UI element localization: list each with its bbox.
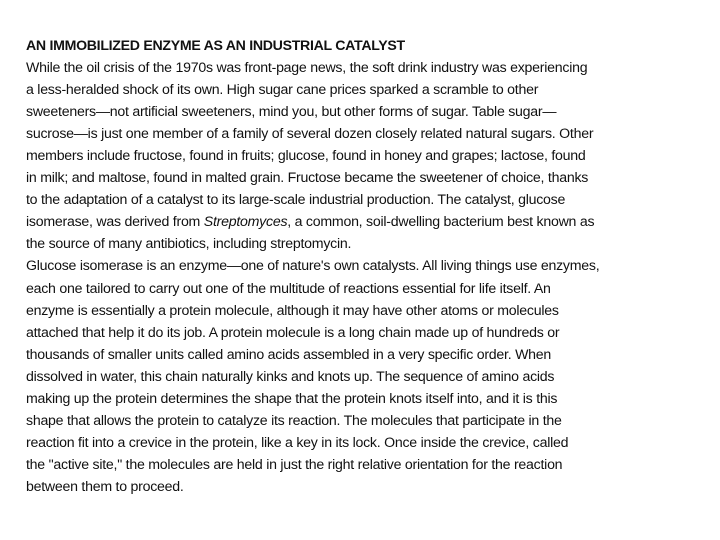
- document-title: AN IMMOBILIZED ENZYME AS AN INDUSTRIAL CATALYST: [26, 38, 405, 54]
- text-line: in milk; and maltose, found in malted grain. Fructose became the sweetener of choice, thanks: [26, 170, 589, 187]
- italic-term: Streptomyces: [203, 214, 288, 231]
- text-line: Glucose isomerase is an enzyme—one of nature's own catalysts. All living things use enzymes,: [26, 258, 600, 275]
- text-segment: isomerase, was derived from: [26, 214, 204, 231]
- text-line: the "active site," the molecules are held in just the right relative orientation for the reaction: [26, 456, 563, 473]
- text-line: sweeteners—not artificial sweeteners, mind you, but other forms of sugar. Table sugar—: [26, 104, 557, 121]
- text-line: shape that allows the protein to catalyze its reaction. The molecules that participate in the: [26, 412, 562, 429]
- document-page: [26, 35, 716, 498]
- text-line: dissolved in water, this chain naturally kinks and knots up. The sequence of amino acids: [26, 368, 555, 385]
- text-line: thousands of smaller units called amino acids assembled in a very specific order. When: [26, 346, 552, 363]
- text-line: making up the protein determines the shape that the protein knots itself into, and it is this: [26, 390, 558, 407]
- text-line: to the adaptation of a catalyst to its large-scale industrial production. The catalyst, glucose: [26, 192, 566, 209]
- text-line: sucrose—is just one member of a family of several dozen closely related natural sugars. Other: [26, 126, 594, 143]
- text-line: each one tailored to carry out one of the multitude of reactions essential for life itself. An: [26, 280, 551, 297]
- text-line: attached that help it do its job. A protein molecule is a long chain made up of hundreds or: [26, 324, 560, 341]
- text-line: While the oil crisis of the 1970s was front-page news, the soft drink industry was experiencing: [26, 60, 588, 77]
- text-line: members include fructose, found in fruits; glucose, found in honey and grapes; lactose, found: [26, 148, 586, 165]
- paragraph-1: [26, 57, 716, 255]
- text-line: reaction fit into a crevice in the protein, like a key in its lock. Once inside the crevice, called: [26, 434, 569, 451]
- text-line: enzyme is essentially a protein molecule, although it may have other atoms or molecules: [26, 302, 559, 319]
- paragraph-2: [26, 255, 716, 498]
- text-line: between them to proceed.: [26, 478, 184, 495]
- text-line: [26, 211, 714, 233]
- text-segment: , a common, soil-dwelling bacterium best known as: [287, 214, 595, 231]
- text-line: a less-heralded shock of its own. High sugar cane prices sparked a scramble to other: [26, 82, 539, 99]
- text-line: the source of many antibiotics, including streptomycin.: [26, 236, 352, 253]
